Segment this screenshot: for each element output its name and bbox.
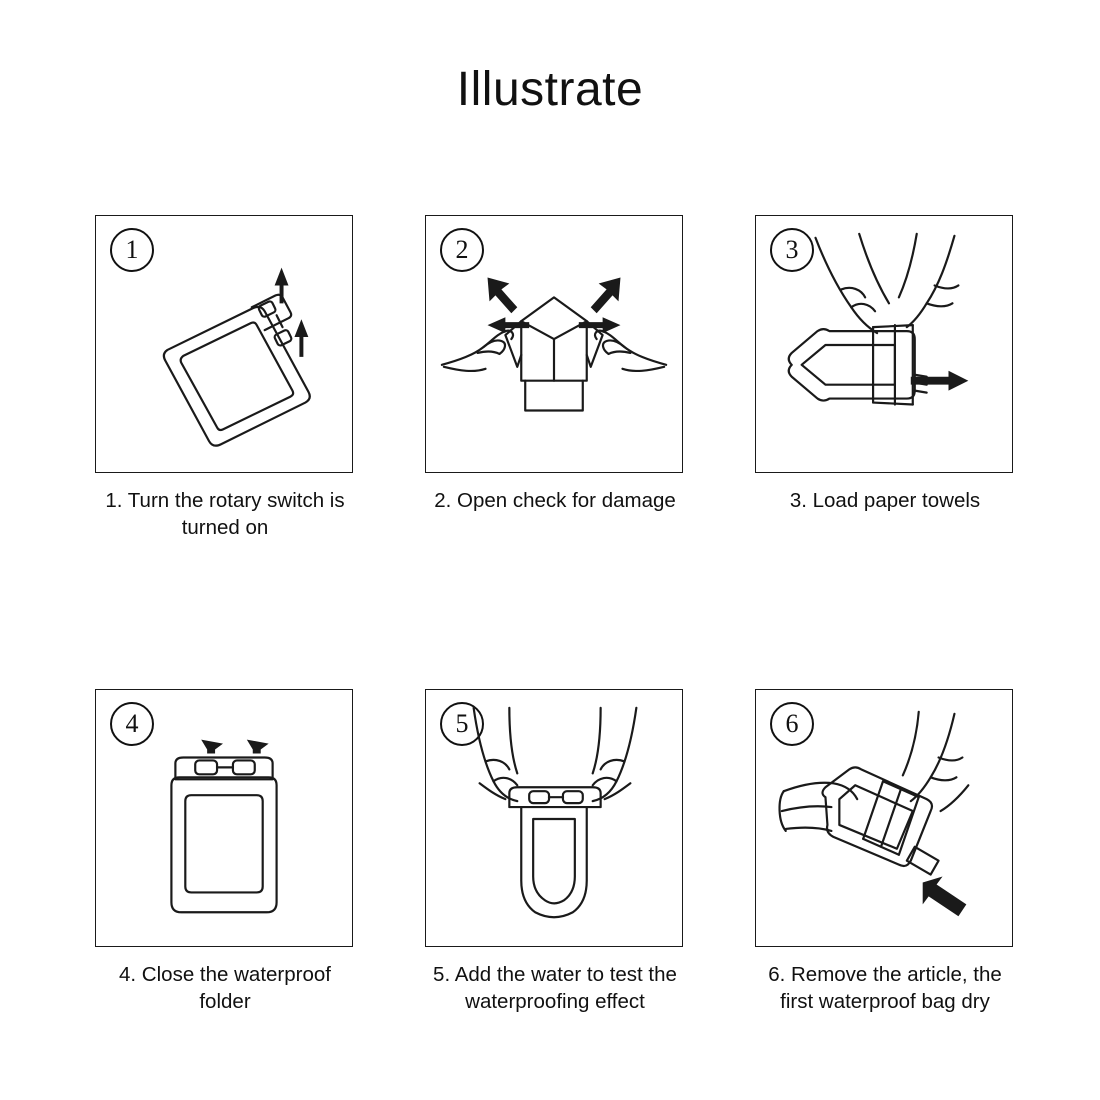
step-6-frame [755, 689, 1013, 947]
step-2-badge: 2 [440, 228, 484, 272]
step-4-badge: 4 [110, 702, 154, 746]
step-2-illustration [426, 216, 682, 472]
step-5-illustration [426, 690, 682, 946]
step-6-illustration [756, 690, 1012, 946]
step-4 [95, 689, 355, 1015]
step-3-badge: 3 [770, 228, 814, 272]
step-1-badge: 1 [110, 228, 154, 272]
step-1 [95, 215, 355, 541]
step-5-caption: 5. Add the water to test the waterproofing effect [433, 963, 677, 1014]
steps-grid [95, 215, 1015, 1015]
step-1-illustration [96, 216, 352, 472]
step-4-frame [95, 689, 353, 947]
step-3-frame [755, 215, 1013, 473]
step-1-caption: 1. Turn the rotary switch is turned on [105, 489, 345, 540]
step-1-frame [95, 215, 353, 473]
step-3-illustration [756, 216, 1012, 472]
page-title: Illustrate [456, 63, 644, 116]
step-5-frame [425, 689, 683, 947]
step-2-caption: 2. Open check for damage [434, 489, 676, 512]
step-4-caption: 4. Close the waterproof folder [119, 963, 331, 1014]
step-5-badge: 5 [440, 702, 484, 746]
step-6 [755, 689, 1015, 1015]
step-4-illustration [96, 690, 352, 946]
step-2 [425, 215, 685, 541]
step-3 [755, 215, 1015, 541]
step-5 [425, 689, 685, 1015]
step-6-badge: 6 [770, 702, 814, 746]
step-2-frame [425, 215, 683, 473]
step-6-caption: 6. Remove the article, the first waterproof bag dry [768, 963, 1002, 1014]
step-3-caption: 3. Load paper towels [789, 489, 981, 512]
